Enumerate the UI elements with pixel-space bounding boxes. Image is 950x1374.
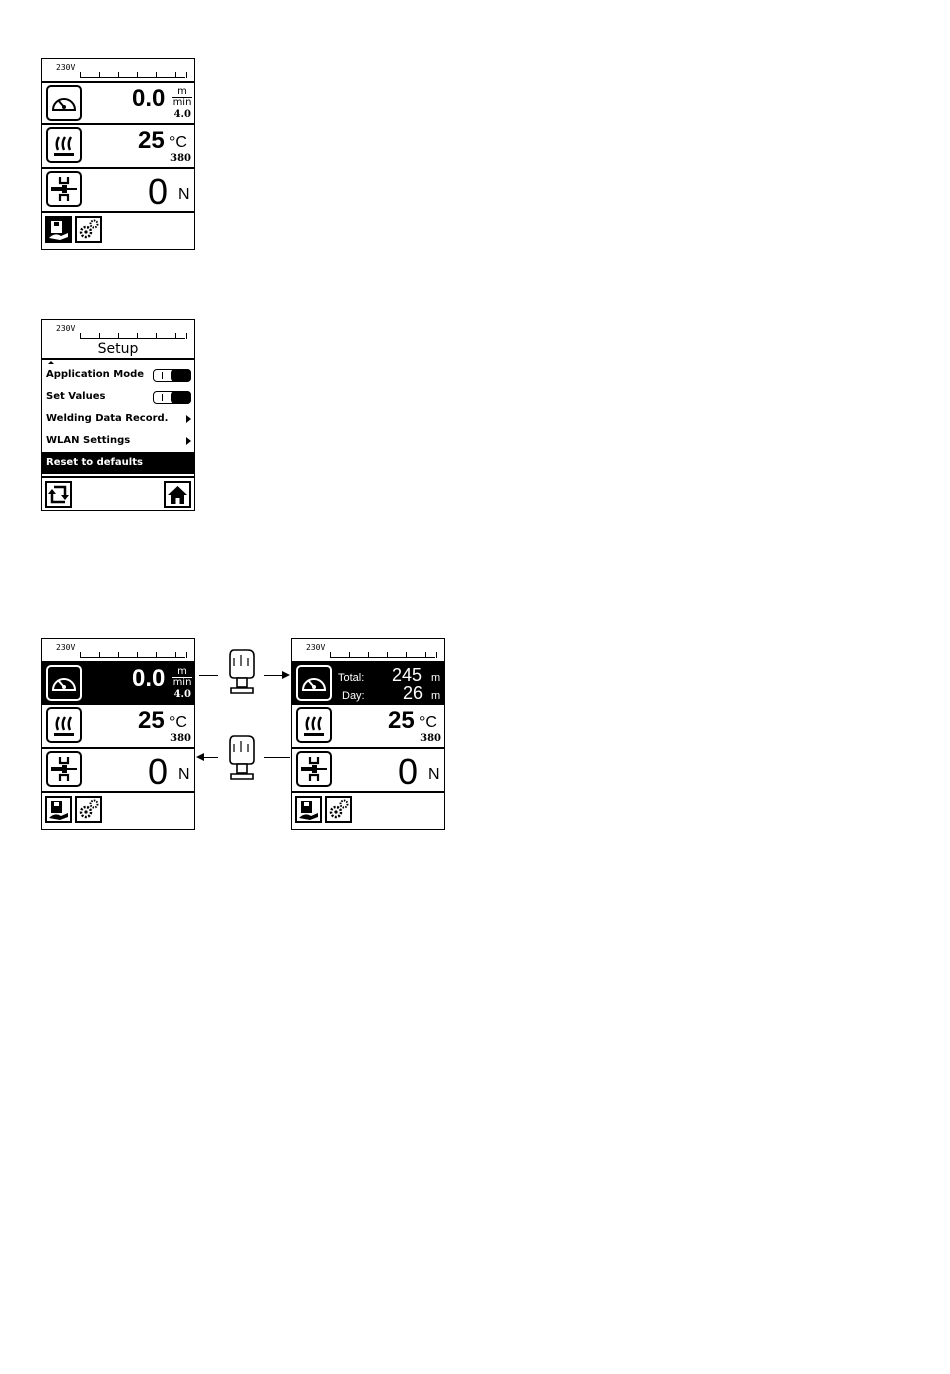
settings-button[interactable] — [325, 796, 352, 823]
temperature-setpoint: 380 — [170, 153, 191, 164]
setup-title: Setup — [42, 340, 194, 360]
temperature-row[interactable] — [292, 705, 444, 749]
home-icon — [166, 483, 189, 506]
application-mode-toggle[interactable] — [153, 369, 191, 382]
voltage-bar — [292, 639, 444, 661]
temperature-value: 25 — [138, 707, 165, 734]
voltage-bar — [42, 639, 194, 661]
total-label: Total: — [338, 672, 365, 684]
heater-icon — [46, 707, 82, 743]
speed-unit: m min — [172, 86, 192, 108]
settings-gears-icon — [77, 798, 100, 821]
heater-icon — [296, 707, 332, 743]
total-unit: m — [431, 672, 441, 684]
pressure-roller-icon — [46, 171, 82, 207]
force-value: 0 — [398, 751, 419, 792]
save-data-button[interactable] — [45, 216, 72, 243]
main-screen — [41, 58, 195, 250]
force-value: 0 — [148, 751, 169, 792]
menu-item-reset-defaults[interactable]: Reset to defaults — [42, 452, 194, 474]
temperature-unit: °C — [169, 714, 187, 731]
distance-counter-row[interactable] — [292, 661, 444, 705]
menu-item-wlan-settings[interactable]: WLAN Settings — [42, 430, 194, 452]
day-value: 26 — [403, 683, 424, 703]
main-screen-selected — [41, 638, 195, 830]
force-row[interactable] — [42, 749, 194, 793]
menu-item-application-mode[interactable]: Application Mode — [42, 364, 194, 386]
temperature-setpoint: 380 — [420, 733, 441, 744]
temperature-value: 25 — [388, 707, 415, 734]
temperature-row[interactable] — [42, 705, 194, 749]
save-data-icon — [297, 798, 320, 821]
temperature-unit: °C — [169, 134, 187, 151]
set-values-toggle[interactable] — [153, 391, 191, 404]
home-button[interactable] — [164, 481, 191, 508]
speed-setpoint: 4.0 — [173, 109, 191, 120]
save-data-icon — [47, 798, 70, 821]
force-unit: N — [178, 766, 190, 783]
voltage-scale — [330, 657, 435, 658]
speed-unit: m min — [172, 666, 192, 688]
voltage-scale — [80, 338, 185, 339]
day-label: Day: — [342, 690, 365, 702]
voltage-label: 230V — [56, 63, 76, 72]
setup-screen — [41, 319, 195, 511]
voltage-scale — [80, 657, 185, 658]
speedometer-icon — [46, 665, 82, 701]
touch-press-icon — [222, 730, 262, 789]
back-refresh-icon — [47, 483, 70, 506]
save-data-button[interactable] — [295, 796, 322, 823]
heater-icon — [46, 127, 82, 163]
day-unit: m — [431, 690, 441, 702]
settings-button[interactable] — [75, 216, 102, 243]
speed-row[interactable] — [42, 81, 194, 125]
total-value: 245 — [392, 665, 423, 685]
force-value: 0 — [148, 171, 169, 212]
force-row[interactable] — [292, 749, 444, 793]
counter-screen — [291, 638, 445, 830]
speed-setpoint: 4.0 — [173, 689, 191, 700]
footer-bar — [42, 793, 194, 827]
voltage-bar — [42, 59, 194, 81]
setup-footer — [42, 478, 194, 512]
footer-bar — [292, 793, 444, 827]
voltage-scale — [80, 77, 185, 78]
temperature-setpoint: 380 — [170, 733, 191, 744]
voltage-label: 230V — [56, 643, 76, 652]
speed-value: 0.0 — [132, 665, 166, 692]
temperature-unit: °C — [419, 714, 437, 731]
temperature-row[interactable] — [42, 125, 194, 169]
chevron-right-icon — [186, 437, 191, 445]
voltage-label: 230V — [56, 324, 76, 333]
save-data-icon — [47, 218, 70, 241]
speedometer-icon — [296, 665, 332, 701]
force-unit: N — [428, 766, 440, 783]
speedometer-icon — [46, 85, 82, 121]
menu-item-welding-data-record[interactable]: Welding Data Record. — [42, 408, 194, 430]
voltage-bar — [42, 320, 194, 342]
force-unit: N — [178, 186, 190, 203]
force-row[interactable] — [42, 169, 194, 213]
pressure-roller-icon — [296, 751, 332, 787]
menu-item-set-values[interactable]: Set Values — [42, 386, 194, 408]
settings-button[interactable] — [75, 796, 102, 823]
save-data-button[interactable] — [45, 796, 72, 823]
settings-gears-icon — [77, 218, 100, 241]
speed-row[interactable] — [42, 661, 194, 705]
back-button[interactable] — [45, 481, 72, 508]
settings-gears-icon — [327, 798, 350, 821]
voltage-label: 230V — [306, 643, 326, 652]
touch-press-icon — [222, 644, 262, 703]
footer-bar — [42, 213, 194, 247]
speed-value: 0.0 — [132, 85, 166, 112]
pressure-roller-icon — [46, 751, 82, 787]
chevron-right-icon — [186, 415, 191, 423]
temperature-value: 25 — [138, 127, 165, 154]
